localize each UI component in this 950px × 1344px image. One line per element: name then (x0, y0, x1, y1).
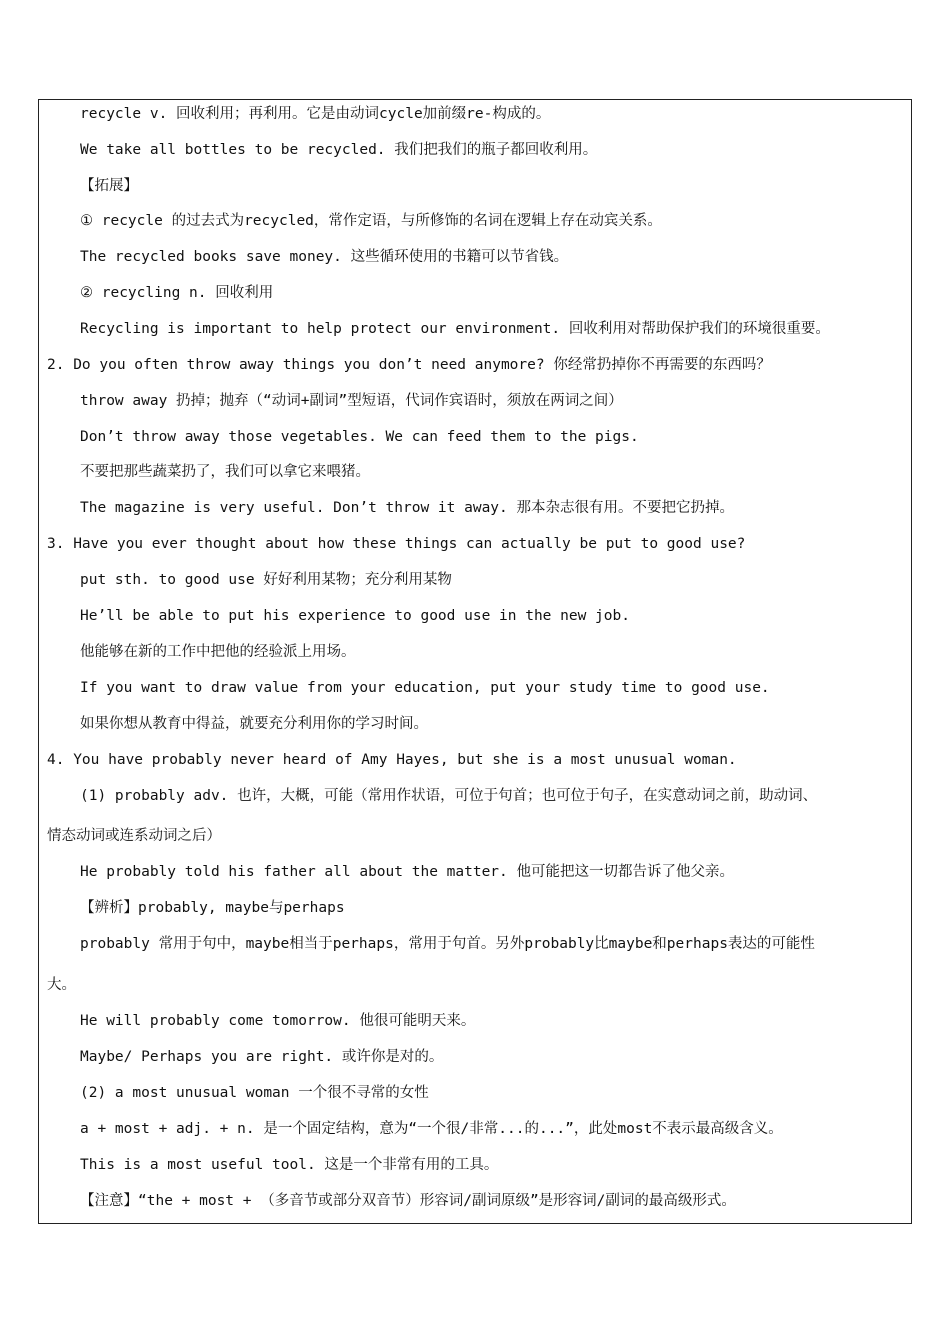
text-line: 如果你想从教育中得益，就要充分利用你的学习时间。 (80, 716, 428, 732)
item-heading-4: 4. You have probably never heard of Amy Hayes, but she is a most unusual woman. (47, 752, 737, 768)
text-line: probably 常用于句中，maybe相当于perhaps，常用于句首。另外probably比maybe和perhaps表达的可能性 (80, 936, 815, 952)
text-line: ① recycle 的过去式为recycled，常作定语，与所修饰的名词在逻辑上存在动宾关系。 (80, 213, 662, 229)
text-line: put sth. to good use 好好利用某物；充分利用某物 (80, 572, 452, 588)
text-line: 不要把那些蔬菜扔了，我们可以拿它来喂猪。 (80, 464, 370, 480)
text-line: 情态动词或连系动词之后） (47, 828, 221, 844)
item-heading-3: 3. Have you ever thought about how these things can actually be put to good use? (47, 536, 746, 552)
text-line: ② recycling n. 回收利用 (80, 285, 274, 301)
text-line: We take all bottles to be recycled. 我们把我们的瓶子都回收利用。 (80, 142, 598, 158)
section-label-note: 【注意】“the + most + （多音节或部分双音节）形容词/副词原级”是形容词/副词的最高级形式。 (80, 1193, 736, 1209)
text-line: 大。 (47, 977, 76, 993)
text-line: The magazine is very useful. Don’t throw it away. 那本杂志很有用。不要把它扔掉。 (80, 500, 734, 516)
section-label-expand: 【拓展】 (80, 178, 138, 194)
text-line: Recycling is important to help protect our environment. 回收利用对帮助保护我们的环境很重要。 (80, 321, 830, 337)
text-line: (2) a most unusual woman 一个很不寻常的女性 (80, 1085, 429, 1101)
text-line: 他能够在新的工作中把他的经验派上用场。 (80, 644, 356, 660)
text-line: recycle v. 回收利用；再利用。它是由动词cycle加前缀re-构成的。 (80, 106, 551, 122)
section-label-compare: 【辨析】probably, maybe与perhaps (80, 900, 345, 916)
text-line: a + most + adj. + n. 是一个固定结构，意为“一个很/非常...的...”，此处most不表示最高级含义。 (80, 1121, 783, 1137)
item-heading-2: 2. Do you often throw away things you don’t need anymore? 你经常扔掉你不再需要的东西吗？ (47, 357, 771, 373)
text-line: This is a most useful tool. 这是一个非常有用的工具。 (80, 1157, 499, 1173)
content-box (38, 99, 912, 1224)
text-line: (1) probably adv. 也许，大概，可能（常用作状语，可位于句首；也可位于句子，在实意动词之前，助动词、 (80, 788, 818, 804)
text-line: If you want to draw value from your education, put your study time to good use. (80, 680, 770, 696)
text-line: Maybe/ Perhaps you are right. 或许你是对的。 (80, 1049, 444, 1065)
text-line: throw away 扔掉；抛弃（“动词+副词”型短语，代词作宾语时，须放在两词之间） (80, 393, 623, 409)
text-line: He will probably come tomorrow. 他很可能明天来。 (80, 1013, 476, 1029)
text-line: He probably told his father all about the matter. 他可能把这一切都告诉了他父亲。 (80, 864, 734, 880)
text-line: Don’t throw away those vegetables. We can feed them to the pigs. (80, 429, 639, 445)
text-line: He’ll be able to put his experience to good use in the new job. (80, 608, 630, 624)
text-line: The recycled books save money. 这些循环使用的书籍可以节省钱。 (80, 249, 569, 265)
